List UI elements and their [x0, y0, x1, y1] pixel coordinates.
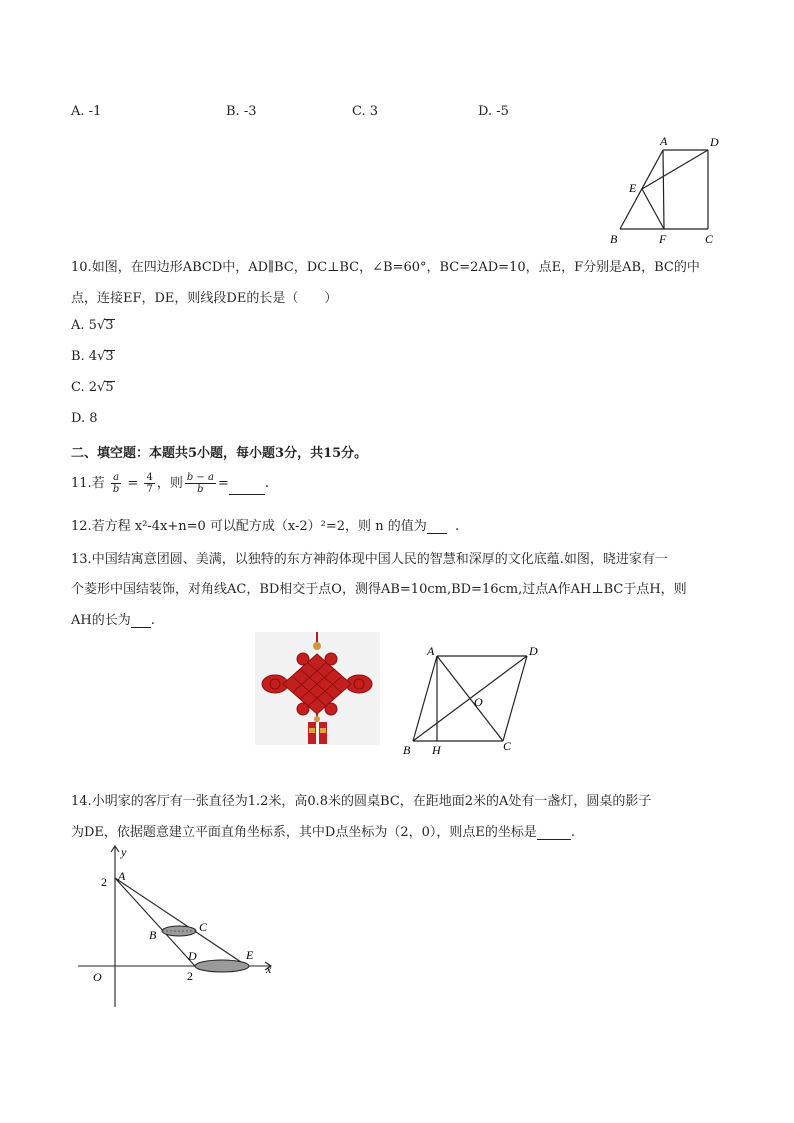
label-x: x [266, 962, 272, 976]
label-d: D [188, 949, 197, 963]
q10-option-b: B. 4√3 [71, 349, 114, 364]
label-c: C [705, 232, 714, 246]
label-a: A [118, 869, 126, 883]
label-a: A [660, 134, 668, 148]
label-e: E [246, 948, 254, 962]
option-d: D. -5 [478, 104, 509, 119]
q10-line1: 10.如图，在四边形ABCD中，AD∥BC，DC⊥BC，∠B=60°，BC=2AD=10，点E，F分别是AB，BC的中 [71, 260, 700, 275]
q13-line3: AH的长为 . [71, 613, 155, 628]
section-heading: 二、填空题：本题共5小题，每小题3分，共15分。 [71, 446, 368, 461]
tick-2-y: 2 [101, 875, 107, 889]
option-c: C. 3 [352, 104, 379, 119]
label-h: H [432, 743, 441, 757]
label-e: E [629, 181, 637, 195]
label-c: C [503, 739, 512, 753]
figure-q13-rhombus [398, 642, 548, 760]
q13-line2: 个菱形中国结装饰，对角线AC，BD相交于点O，测得AB=10cm,BD=16cm,过点A作AH⊥BC于点H，则 [71, 582, 687, 597]
label-c: C [199, 920, 208, 934]
figure-q14-coordinates [75, 842, 280, 1010]
q11: 11.若 $\frac{a}{b}$ = $\frac{4}{7}$ ，则 $\frac{b - a}{b}$ = . [71, 472, 269, 495]
label-a: A [427, 644, 435, 658]
label-b: B [610, 232, 618, 246]
q14-line2: 为DE，依据题意建立平面直角坐标系，其中D点坐标为（2，0），则点E的坐标是 . [71, 825, 576, 840]
figure-q10-trapezoid [605, 132, 735, 247]
option-a: A. -1 [71, 104, 102, 119]
answer-blank[interactable] [537, 826, 571, 840]
tick-2-x: 2 [187, 969, 193, 983]
answer-blank[interactable] [229, 481, 265, 495]
chinese-knot-image [255, 632, 380, 745]
q13-line1: 13.中国结寓意团圆、美满，以独特的东方神韵体现中国人民的智慧和深厚的文化底蕴.如图，晓进家有一 [71, 552, 668, 567]
q14-line1: 14.小明家的客厅有一张直径为1.2米，高0.8米的圆桌BC，在距地面2米的A处有一盏灯，圆桌的影子 [71, 794, 652, 809]
label-d: D [710, 135, 719, 149]
q10-option-d: D. 8 [71, 411, 98, 426]
label-b: B [149, 928, 157, 942]
q12: 12.若方程 x²-4x+n=0 可以配方成（x-2）²=2，则 n 的值为 . [71, 519, 460, 534]
label-b: B [403, 743, 411, 757]
q10-option-c: C. 2√5 [71, 380, 114, 395]
label-o: O [474, 695, 483, 709]
label-f: F [659, 232, 667, 246]
q10-option-a: A. 5√3 [71, 318, 114, 333]
answer-blank[interactable] [427, 520, 447, 534]
answer-blank[interactable] [131, 614, 151, 628]
option-b: B. -3 [226, 104, 257, 119]
label-o: O [93, 970, 102, 984]
label-d: D [529, 644, 538, 658]
q10-line2: 点，连接EF，DE，则线段DE的长是（ ） [71, 291, 338, 306]
label-y: y [121, 845, 127, 859]
